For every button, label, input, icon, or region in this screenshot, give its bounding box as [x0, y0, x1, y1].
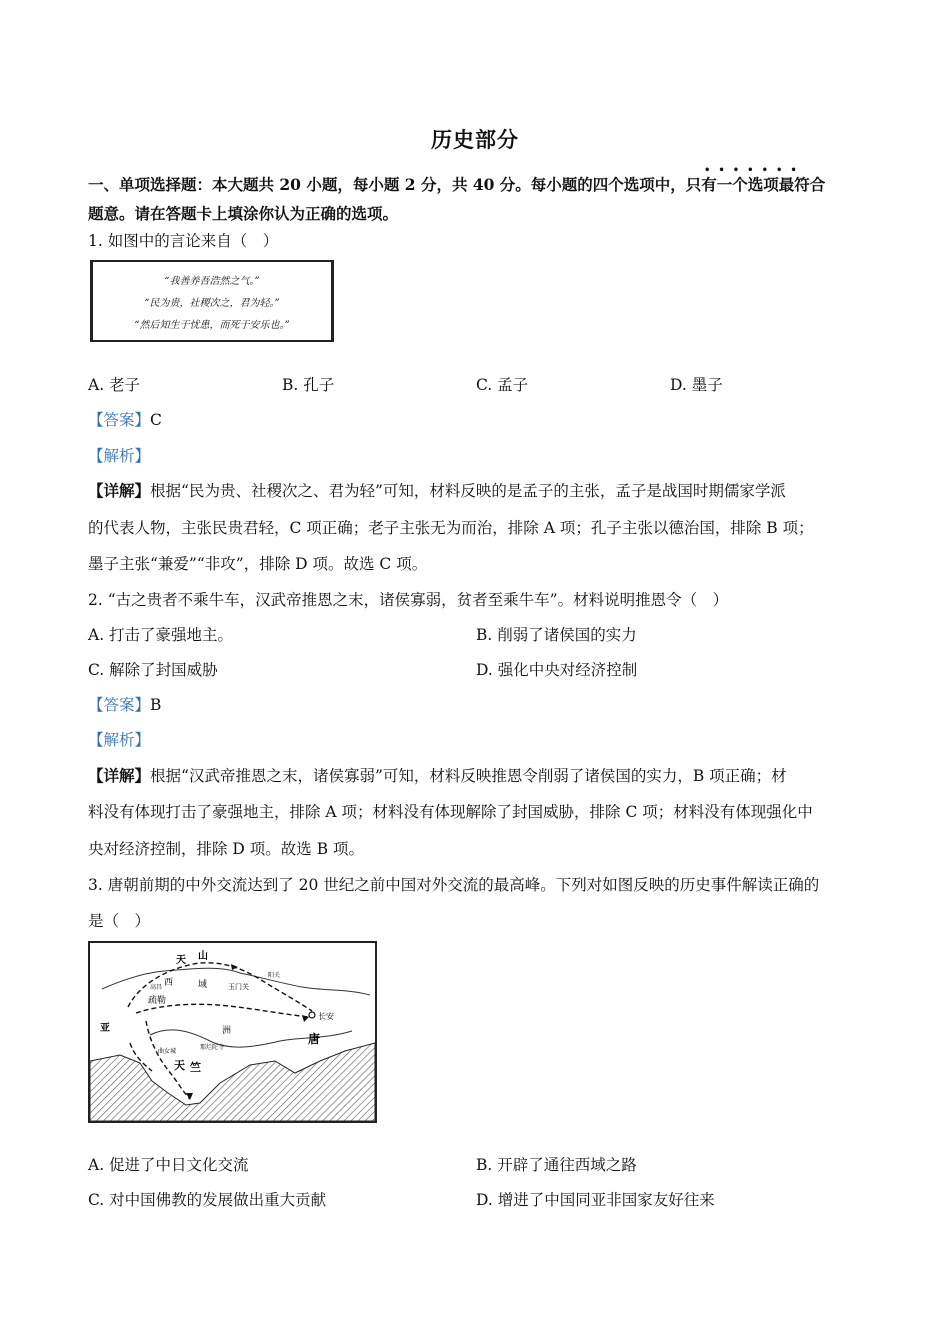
q1-stem: 1. 如图中的言论来自（ ）	[88, 232, 279, 250]
q3-option-a: A. 促进了中日文化交流	[88, 1156, 249, 1174]
map-label-changan: 长安	[318, 1012, 334, 1021]
q1-detail-line-1	[88, 479, 786, 501]
q2-detail-line-2: 料没有体现打击了豪强地主，排除 A 项；材料没有体现解除了封国威胁，排除 C 项；材料没有体现强化中	[88, 803, 813, 821]
q1-quote-line-2: “民为贵，社稷次之，君为轻。”	[144, 298, 280, 309]
instructions-line-1: 一、单项选择题：本大题共 20 小题，每小题 2 分，共 40 分。每小题的四个选项中，只有一个选项最符合	[88, 175, 826, 194]
detail-text: 根据“汉武帝推恩之末，诸侯寡弱”可知，材料反映推恩令削弱了诸侯国的实力，B 项正确；材	[150, 767, 787, 785]
q1-detail-line-3: 墨子主张“兼爱”“非攻”，排除 D 项。故选 C 项。	[88, 555, 428, 573]
q3-stem-line-1: 3. 唐朝前期的中外交流达到了 20 世纪之前中国对外交流的最高峰。下列对如图反映的历史事件解读正确的	[88, 876, 820, 894]
map-label-tian: 天	[176, 955, 186, 966]
map-label-shan: 山	[198, 951, 208, 962]
q1-quote-line-1: “我善养吾浩然之气。”	[164, 276, 260, 287]
q3-stem-line-2: 是（ ）	[88, 912, 151, 930]
map-label-xi: 西	[164, 977, 174, 987]
q3-route-map	[88, 941, 377, 1123]
q3-option-b: B. 开辟了通往西域之路	[476, 1156, 637, 1174]
q1-option-b: B. 孔子	[282, 376, 335, 394]
map-label-nalantuosi: 那烂陀寺	[200, 1045, 225, 1051]
map-label-tang: 唐	[308, 1032, 321, 1046]
answer-value: C	[150, 411, 162, 429]
map-label-gaochang: 高昌	[150, 985, 163, 991]
q1-answer	[88, 408, 162, 430]
q3-option-d: D. 增进了中国同亚非国家友好往来	[476, 1191, 715, 1209]
q1-detail-line-2: 的代表人物，主张民贵君轻，C 项正确；老子主张无为而治，排除 A 项；孔子主张以德治国，排除 B 项；	[88, 519, 814, 537]
detail-text: 根据“民为贵、社稷次之、君为轻”可知，材料反映的是孟子的主张，孟子是战国时期儒家学派	[150, 482, 786, 500]
emphasis-dots: •••••••	[704, 165, 805, 176]
answer-value: B	[150, 696, 162, 714]
q2-option-b: B. 削弱了诸侯国的实力	[476, 626, 637, 644]
q2-analysis-tag: 【解析】	[88, 731, 151, 749]
map-label-yangguan: 阳关	[268, 973, 281, 979]
answer-tag: 【答案】	[88, 696, 151, 714]
detail-tag: 【详解】	[88, 481, 151, 500]
q1-option-c: C. 孟子	[476, 376, 529, 394]
map-label-qunvcheng: 曲女城	[158, 1049, 177, 1055]
map-label-yu: 域	[198, 979, 208, 989]
q3-option-c: C. 对中国佛教的发展做出重大贡献	[88, 1191, 327, 1209]
q1-option-a: A. 老子	[88, 376, 141, 394]
map-label-zhu: 竺	[190, 1062, 201, 1074]
q2-option-a: A. 打击了豪强地主。	[88, 626, 234, 644]
page-title: 历史部分	[431, 127, 519, 152]
map-graphic	[90, 943, 375, 1121]
map-label-tian2: 天	[174, 1060, 185, 1072]
q2-option-c: C. 解除了封国威胁	[88, 661, 218, 679]
q2-option-d: D. 强化中央对经济控制	[476, 661, 638, 679]
q1-quote-line-3: “然后知生于忧患，而死于安乐也。”	[134, 320, 290, 331]
map-label-ya: 亚	[100, 1023, 110, 1034]
detail-tag: 【详解】	[88, 766, 151, 785]
answer-tag: 【答案】	[88, 411, 151, 429]
q2-stem: 2. “古之贵者不乘牛车，汉武帝推恩之末，诸侯寡弱，贫者至乘牛车”。材料说明推恩令（ ）	[88, 591, 729, 609]
map-label-shule: 疏勒	[148, 995, 167, 1005]
q2-detail-line-3: 央对经济控制，排除 D 项。故选 B 项。	[88, 840, 365, 858]
map-label-yumenguan: 玉门关	[228, 983, 249, 991]
q1-analysis-tag: 【解析】	[88, 447, 151, 465]
map-label-zhou: 洲	[222, 1025, 232, 1035]
instructions-line-2: 题意。请在答题卡上填涂你认为正确的选项。	[88, 204, 399, 223]
q1-quote-figure	[90, 260, 334, 342]
q2-detail-line-1	[88, 764, 787, 786]
q1-option-d: D. 墨子	[670, 376, 723, 394]
q2-answer	[88, 693, 161, 715]
